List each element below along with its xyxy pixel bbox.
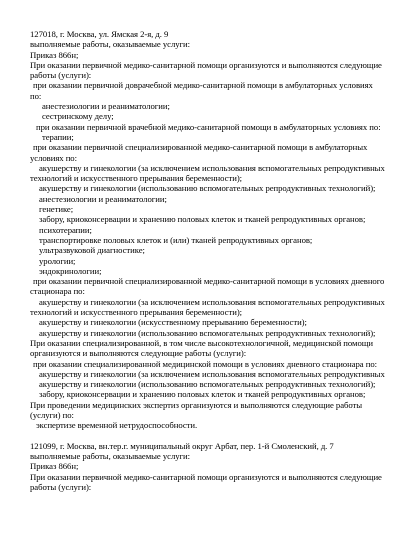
text-line: (услуги) по:: [30, 409, 74, 420]
text-line: акушерству и гинекологии (за исключением использования вспомогательных репродуктивных: [39, 296, 385, 307]
text-line: эндокринологии;: [39, 265, 102, 276]
text-line: технологий и искусственного прерывания беременности);: [30, 173, 243, 184]
text-line: анестезиологии и реаниматологии;: [42, 101, 170, 112]
address-line: 127018, г. Москва, ул. Ямская 2-я, д. 9: [30, 29, 169, 39]
text-line: анестезиологии и реаниматологии;: [39, 193, 167, 204]
text-line: по:: [30, 90, 42, 101]
text-line: при оказании первичной специализированной медико-санитарной помощи в условиях дневного: [33, 276, 385, 287]
text-line: При оказании специализированной, в том числе высокотехнологичной, медицинской помощи: [30, 337, 374, 348]
text-line: при оказании первичной врачебной медико-санитарной помощи в амбулаторных условиях по:: [36, 121, 381, 132]
text-line: При оказании первичной медико-санитарной помощи организуются и выполняются следующие: [30, 471, 382, 482]
text-line: ультразвуковой диагностике;: [39, 245, 145, 256]
text-line: Приказ 866н;: [30, 49, 79, 60]
text-line: при оказании первичной специализированной медико-санитарной помощи в амбулаторных: [33, 142, 368, 153]
text-line: сестринскому делу;: [42, 111, 114, 122]
text-line: условиях по:: [30, 152, 77, 163]
text-line: урологии;: [39, 255, 76, 266]
text-line: При проведении медицинских экспертиз организуются и выполняются следующие работы: [30, 399, 363, 410]
block-separator: [30, 431, 390, 441]
text-line: при оказании специализированной медицинской помощи в условиях дневного стационара по:: [33, 358, 377, 369]
text-line: забору, криоконсервации и хранению половых клеток и тканей репродуктивных органов;: [39, 214, 366, 225]
text-line: психотерапии;: [39, 224, 92, 235]
text-line: терапии;: [42, 131, 74, 142]
text-line: генетике;: [39, 204, 74, 215]
text-line: акушерству и гинекологии (искусственному прерыванию беременности);: [39, 317, 307, 328]
text-line: акушерству и гинекологии (использованию вспомогательных репродуктивных технологий);: [39, 327, 376, 338]
address-block: [30, 441, 390, 492]
text-line: стационара по:: [30, 286, 85, 297]
text-line: организуются и выполняются следующие работы (услуги):: [30, 348, 247, 359]
text-line: При оказании первичной медико-санитарной помощи организуются и выполняются следующие: [30, 59, 382, 70]
text-line: транспортировке половых клеток и (или) тканей репродуктивных органов;: [39, 234, 313, 245]
text-line: экспертизе временной нетрудоспособности.: [36, 420, 198, 431]
address-block: [30, 29, 390, 431]
text-line: технологий и искусственного прерывания беременности);: [30, 307, 243, 318]
text-line: работы (услуги):: [30, 482, 92, 493]
address-line: 121099, г. Москва, вн.тер.г. муниципальный округ Арбат, пер. 1-й Смоленский, д. 7: [30, 440, 334, 451]
text-line: работы (услуги):: [30, 70, 92, 81]
text-line: выполняемые работы, оказываемые услуги:: [30, 39, 191, 50]
text-line: акушерству и гинекологии (за исключением использования вспомогательных репродуктивных: [39, 162, 385, 173]
text-line: акушерству и гинекологии (за исключением использования вспомогательных репродуктивных: [39, 368, 385, 379]
text-line: при оказании первичной доврачебной медико-санитарной помощи в амбулаторных условиях: [33, 80, 373, 91]
license-document: [30, 29, 390, 492]
text-line: акушерству и гинекологии (использованию вспомогательных репродуктивных технологий);: [39, 183, 376, 194]
text-line: акушерству и гинекологии (использованию вспомогательных репродуктивных технологий);: [39, 379, 376, 390]
text-line: забору, криоконсервации и хранению половых клеток и тканей репродуктивных органов;: [39, 389, 366, 400]
text-line: Приказ 866н;: [30, 461, 79, 472]
text-line: выполняемые работы, оказываемые услуги:: [30, 451, 191, 462]
